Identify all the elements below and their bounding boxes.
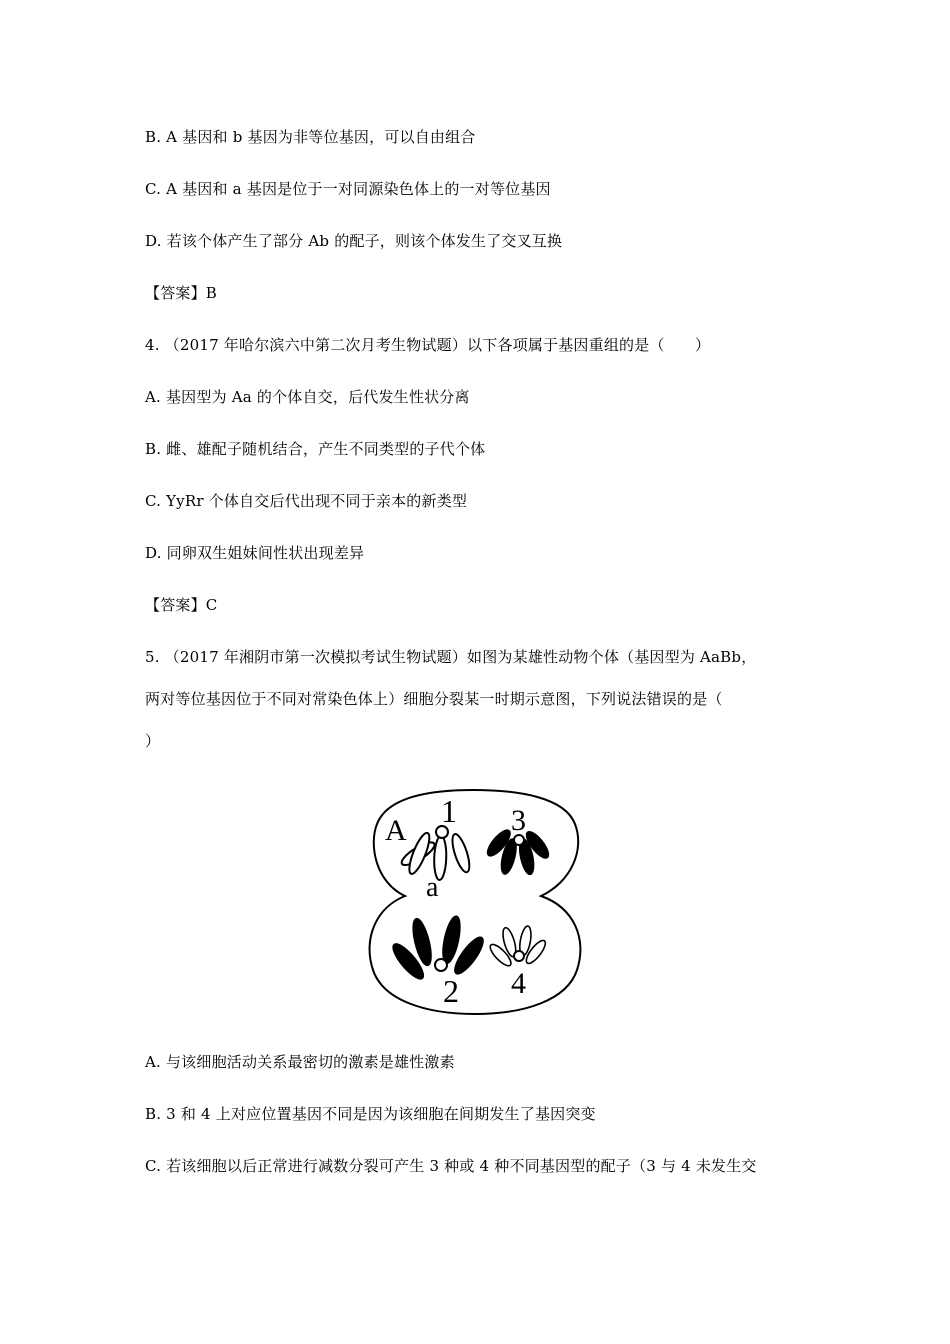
label-gene-a: a [426,872,439,903]
label-chromosome-4: 4 [511,967,526,1000]
option-5b: B. 3 和 4 上对应位置基因不同是因为该细胞在间期发生了基因突变 [145,1105,596,1123]
question-4: 4. （2017 年哈尔滨六中第二次月考生物试题）以下各项属于基因重组的是（ ） [145,336,711,354]
label-chromosome-1: 1 [441,793,457,829]
option-5c: C. 若该细胞以后正常进行减数分裂可产生 3 种或 4 种不同基因型的配子（3 与 4 未发生交 [145,1157,757,1175]
label-gene-A: A [385,814,407,847]
question-5-line-1: 5. （2017 年湘阴市第一次模拟考试生物试题）如图为某雄性动物个体（基因型为 AaBb， [145,648,757,666]
option-4a: A. 基因型为 Aa 的个体自交，后代发生性状分离 [145,388,470,406]
question-5-line-3: ） [145,732,161,750]
label-chromosome-2: 2 [443,973,459,1009]
question-5-line-2: 两对等位基因位于不同对常染色体上）细胞分裂某一时期示意图，下列说法错误的是（ [145,690,723,708]
answer-4: 【答案】C [145,596,218,614]
option-3b: B. A 基因和 b 基因为非等位基因，可以自由组合 [145,128,476,146]
option-3d: D. 若该个体产生了部分 Ab 的配子，则该个体发生了交叉互换 [145,232,563,250]
option-4b: B. 雌、雄配子随机结合，产生不同类型的子代个体 [145,440,486,458]
label-chromosome-3: 3 [511,804,526,837]
answer-3: 【答案】B [145,284,218,302]
option-4c: C. YyRr 个体自交后代出现不同于亲本的新类型 [145,492,468,510]
option-5a: A. 与该细胞活动关系最密切的激素是雄性激素 [145,1053,455,1071]
cell-diagram [365,788,585,1018]
option-4d: D. 同卵双生姐妹间性状出现差异 [145,544,365,562]
cell-division-figure [365,788,585,1018]
option-3c: C. A 基因和 a 基因是位于一对同源染色体上的一对等位基因 [145,180,551,198]
